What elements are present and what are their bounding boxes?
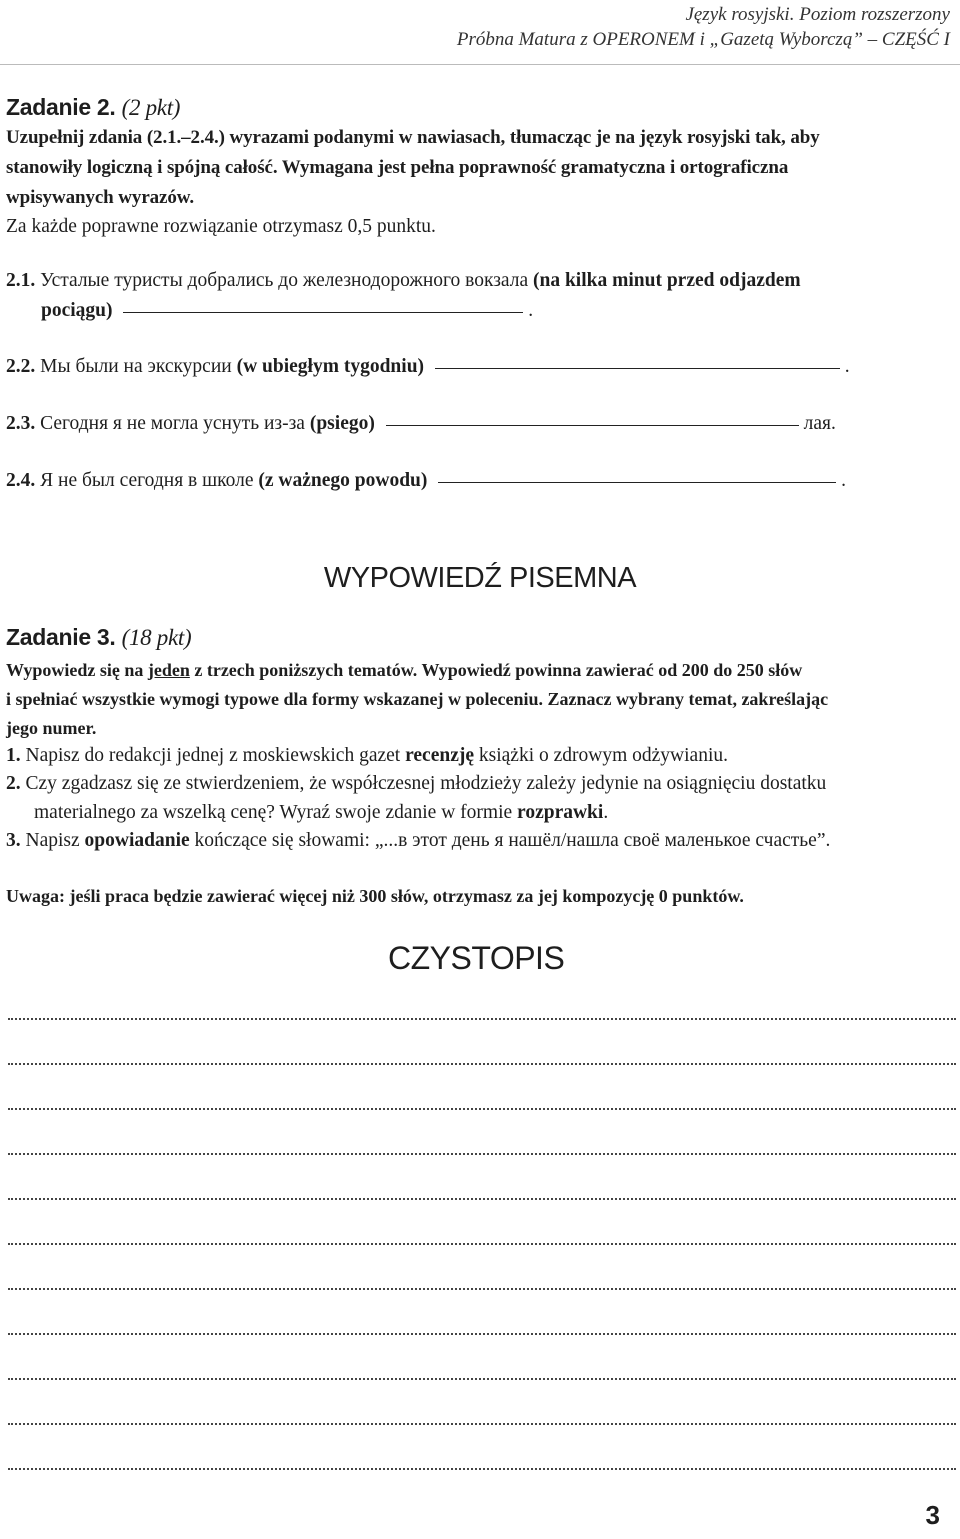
writing-line[interactable] [8, 1333, 956, 1335]
topic-3[interactable] [6, 830, 830, 852]
writing-line[interactable] [8, 1423, 956, 1425]
task3-instruction-line2: i spełniać wszystkie wymogi typowe dla formy wskazanej w poleceniu. Zaznacz wybrany temat, zakreślając [6, 689, 829, 709]
writing-line[interactable] [8, 1243, 956, 1245]
topic-text: Napisz [25, 830, 85, 851]
item-number: 2.4. [6, 470, 36, 491]
topic-1[interactable] [6, 745, 728, 767]
item-after: . [844, 356, 850, 377]
instr-underlined: jeden [147, 660, 190, 680]
topic-form: rozprawki [517, 802, 604, 823]
topic-number: 2. [6, 773, 21, 794]
task3-title: Zadanie 3. [6, 624, 116, 650]
topic-2-cont [34, 802, 608, 824]
item-text: Сегодня я не могла уснуть из-за [40, 413, 305, 434]
item-after: . [528, 300, 534, 321]
writing-line[interactable] [8, 1468, 956, 1470]
writing-line[interactable] [8, 1018, 956, 1020]
instr-text: Wypowiedz się na [6, 660, 148, 680]
task2-heading [6, 94, 180, 121]
topic-2[interactable] [6, 773, 826, 795]
item-hint: (na kilka minut przed odjazdem [533, 270, 801, 291]
topic-text: Napisz do redakcji jednej z moskiewskich gazet [25, 745, 406, 766]
answer-field-2-2[interactable] [435, 367, 840, 369]
topic-text: Czy zgadzasz się ze stwierdzeniem, że współczesnej młodzieży zależy jedynie na osiągnięciu dostatku [25, 773, 827, 794]
topic-form: recenzję [405, 745, 474, 766]
task3-note: Uwaga: jeśli praca będzie zawierać więcej niż 300 słów, otrzymasz za jej kompozycję 0 punktów. [6, 886, 744, 906]
writing-line[interactable] [8, 1288, 956, 1290]
topic-number: 1. [6, 745, 21, 766]
writing-line[interactable] [8, 1108, 956, 1110]
task2-title: Zadanie 2. [6, 94, 116, 120]
page-number: 3 [925, 1500, 940, 1530]
item-hint: (psiego) [309, 413, 375, 434]
writing-line[interactable] [8, 1198, 956, 1200]
section-title: WYPOWIEDŹ PISEMNA [323, 562, 637, 594]
task3-points: (18 pkt) [121, 625, 192, 650]
task2-instruction-line3: wpisywanych wyrazów. [6, 187, 195, 208]
task2-item-4 [6, 470, 846, 492]
topic-text: kończące się słowami: „...в этот день я нашёл/нашла своё маленькое счастье”. [189, 830, 831, 851]
header-exam: Próbna Matura z OPERONEM i „Gazetą Wyborczą” – CZĘŚĆ I [456, 29, 950, 50]
topic-text: materialnego za wszelką cenę? Wyraź swoje zdanie w formie [34, 802, 518, 823]
writing-line[interactable] [8, 1153, 956, 1155]
instr-text: z trzech poniższych tematów. Wypowiedź powinna zawierać od 200 do 250 słów [189, 660, 803, 680]
topic-number: 3. [6, 830, 21, 851]
answer-field-2-4[interactable] [438, 481, 836, 483]
item-hint: (z ważnego powodu) [258, 470, 428, 491]
czystopis-title: CZYSTOPIS [388, 940, 565, 976]
task2-item-1-cont [41, 300, 533, 322]
header-subject: Język rosyjski. Poziom rozszerzony [685, 4, 950, 25]
topic-text: . [603, 802, 609, 823]
writing-line[interactable] [8, 1378, 956, 1380]
answer-field-2-1[interactable] [123, 311, 523, 313]
item-text: Я не был сегодня в школе [40, 470, 254, 491]
item-hint-cont: pociągu) [41, 300, 113, 321]
item-after: лая. [803, 413, 836, 434]
task2-item-1 [6, 270, 801, 292]
writing-line[interactable] [8, 1063, 956, 1065]
item-text: Мы были на экскурсии [40, 356, 232, 377]
task2-scoring: Za każde poprawne rozwiązanie otrzymasz 0,5 punktu. [6, 216, 436, 237]
task2-instruction-line2: stanowiły logiczną i spójną całość. Wymagana jest pełna poprawność gramatyczna i ortograficzna [6, 157, 789, 178]
task3-heading [6, 624, 191, 651]
task2-instruction-line1: Uzupełnij zdania (2.1.–2.4.) wyrazami podanymi w nawiasach, tłumacząc je na język rosyjski tak, aby [6, 127, 820, 148]
page-header [457, 2, 950, 52]
item-text: Усталые туристы добрались до железнодорожного вокзала [40, 270, 529, 291]
topic-text: książki o zdrowym odżywianiu. [474, 745, 728, 766]
header-divider [0, 64, 960, 65]
task2-item-3 [6, 413, 836, 435]
item-after: . [841, 470, 847, 491]
task3-instruction-line1 [6, 660, 802, 681]
item-number: 2.1. [6, 270, 36, 291]
topic-form: opowiadanie [84, 830, 190, 851]
answer-field-2-3[interactable] [386, 424, 799, 426]
task2-points: (2 pkt) [121, 95, 181, 120]
task3-instruction-line3: jego numer. [6, 718, 97, 738]
item-hint: (w ubiegłym tygodniu) [236, 356, 425, 377]
item-number: 2.2. [6, 356, 36, 377]
task2-item-2 [6, 356, 850, 378]
item-number: 2.3. [6, 413, 36, 434]
